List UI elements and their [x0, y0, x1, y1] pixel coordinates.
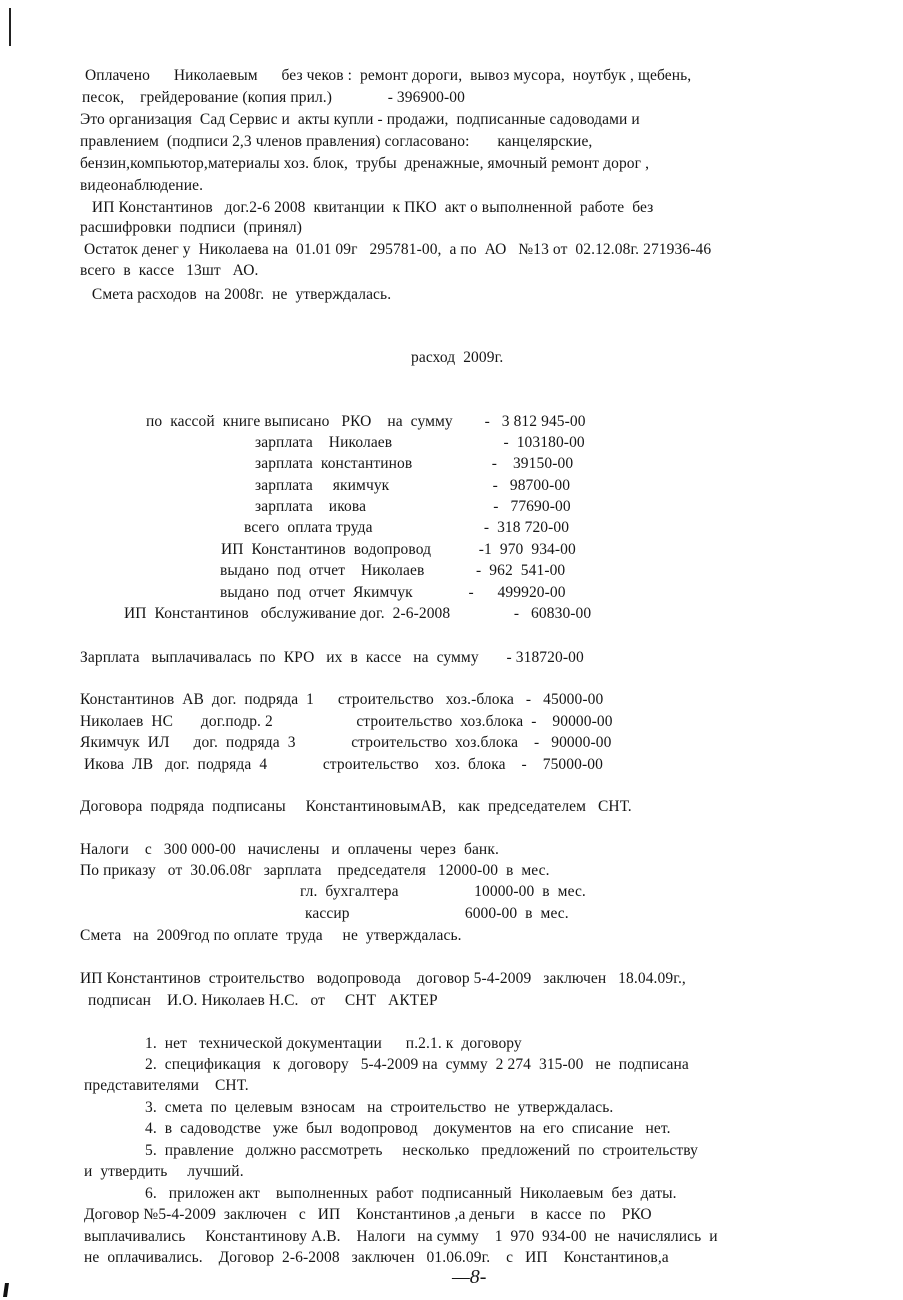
- expense-row-8: выдано под отчет Николаев - 962 541-00: [220, 562, 566, 579]
- taxes-line-2: По приказу от 30.06.08г зарплата председателя 12000-00 в мес.: [80, 862, 550, 879]
- intro-line-10: всего в кассе 13шт АО.: [80, 262, 259, 279]
- list-item-1: 1. нет технической документации п.2.1. к договору: [145, 1035, 522, 1052]
- margin-binding-mark: [9, 8, 11, 46]
- intro-line-8: расшифровки подписи (принял): [80, 219, 302, 236]
- intro-line-5: бензин,компьютор,материалы хоз. блок, трубы дренажные, ямочный ремонт дорог ,: [80, 155, 650, 172]
- contract-row-2: Николаев НС дог.подр. 2 строительство хоз.блока - 90000-00: [80, 713, 613, 730]
- intro-line-9: Остаток денег у Николаева на 01.01 09г 295781-00, а по АО №13 от 02.12.08г. 271936-46: [80, 241, 712, 258]
- expense-row-10: ИП Константинов обслуживание дог. 2-6-2008 - 60830-00: [124, 605, 592, 622]
- page-number: —8-: [452, 1266, 487, 1288]
- ip-line-1: ИП Константинов строительство водопровода договор 5-4-2009 заключен 18.04.09г.,: [80, 970, 686, 987]
- expense-row-1: по кассой книге выписано РКО на сумму - 3 812 945-00: [146, 413, 586, 430]
- expense-row-5: зарплата икова - 77690-00: [255, 498, 571, 515]
- ip-line-2: подписан И.О. Николаев Н.С. от СНТ АКТЕР: [80, 992, 438, 1009]
- contracts-signed-line: Договора подряда подписаны КонстантиновымАВ, как председателем СНТ.: [80, 798, 632, 815]
- contract-row-1: Константинов АВ дог. подряда 1 строительство хоз.-блока - 45000-00: [80, 691, 604, 708]
- intro-line-7: ИП Константинов дог.2-6 2008 квитанции к ПКО акт о выполненной работе без: [80, 199, 654, 216]
- taxes-line-3: гл. бухгалтера 10000-00 в мес.: [300, 883, 586, 900]
- intro-line-4: правлением (подписи 2,3 членов правления) согласовано: канцелярские,: [80, 133, 593, 150]
- salary-line: Зарплата выплачивалась по КРО их в кассе на сумму - 318720-00: [80, 649, 584, 666]
- intro-line-6: видеонаблюдение.: [80, 177, 204, 194]
- contract-row-3: Якимчук ИЛ дог. подряда 3 строительство хоз.блока - 90000-00: [80, 734, 612, 751]
- section-title: расход 2009г.: [411, 349, 504, 366]
- list-item-5-cont: и утвердить лучший.: [80, 1163, 244, 1180]
- list-item-6-cont-2: выплачивались Константинову А.В. Налоги на сумму 1 970 934-00 не начислялись и: [84, 1228, 718, 1245]
- list-item-6-cont-3: не оплачивались. Договор 2-6-2008 заключен 01.06.09г. с ИП Константинов,а: [84, 1249, 669, 1266]
- intro-line-1: Оплачено Николаевым без чеков : ремонт дороги, вывоз мусора, ноутбук , щебень,: [85, 67, 692, 84]
- expense-row-2: зарплата Николаев - 103180-00: [255, 434, 585, 451]
- intro-line-2: песок, грейдерование (копия прил.) - 396900-00: [82, 89, 465, 106]
- taxes-line-5: Смета на 2009год по оплате труда не утверждалась.: [80, 927, 462, 944]
- expense-row-9: выдано под отчет Якимчук - 499920-00: [220, 584, 566, 601]
- corner-scan-mark: [3, 1283, 9, 1297]
- contract-row-4: Икова ЛВ дог. подряда 4 строительство хоз. блока - 75000-00: [80, 756, 603, 773]
- expense-row-4: зарплата якимчук - 98700-00: [255, 477, 571, 494]
- taxes-line-4: кассир 6000-00 в мес.: [305, 905, 569, 922]
- list-item-4: 4. в садоводстве уже был водопровод документов на его списание нет.: [145, 1120, 671, 1137]
- list-item-5: 5. правление должно рассмотреть несколько предложений по строительству: [145, 1142, 699, 1159]
- expense-row-3: зарплата константинов - 39150-00: [255, 455, 574, 472]
- list-item-6-cont-1: Договор №5-4-2009 заключен с ИП Константинов ,а деньги в кассе по РКО: [84, 1206, 652, 1223]
- list-item-2-cont: представителями СНТ.: [84, 1077, 249, 1094]
- intro-line-11: Смета расходов на 2008г. не утверждалась.: [80, 286, 392, 303]
- list-item-3: 3. смета по целевым взносам на строительство не утверждалась.: [145, 1099, 614, 1116]
- expense-row-6: всего оплата труда - 318 720-00: [244, 519, 570, 536]
- taxes-line-1: Налоги с 300 000-00 начислены и оплачены через банк.: [80, 841, 499, 858]
- expense-row-7: ИП Константинов водопровод -1 970 934-00: [221, 541, 576, 558]
- list-item-6: 6. приложен акт выполненных работ подписанный Николаевым без даты.: [145, 1185, 677, 1202]
- list-item-2: 2. спецификация к договору 5-4-2009 на сумму 2 274 315-00 не подписана: [145, 1056, 689, 1073]
- intro-line-3: Это организация Сад Сервис и акты купли - продажи, подписанные садоводами и: [80, 111, 640, 128]
